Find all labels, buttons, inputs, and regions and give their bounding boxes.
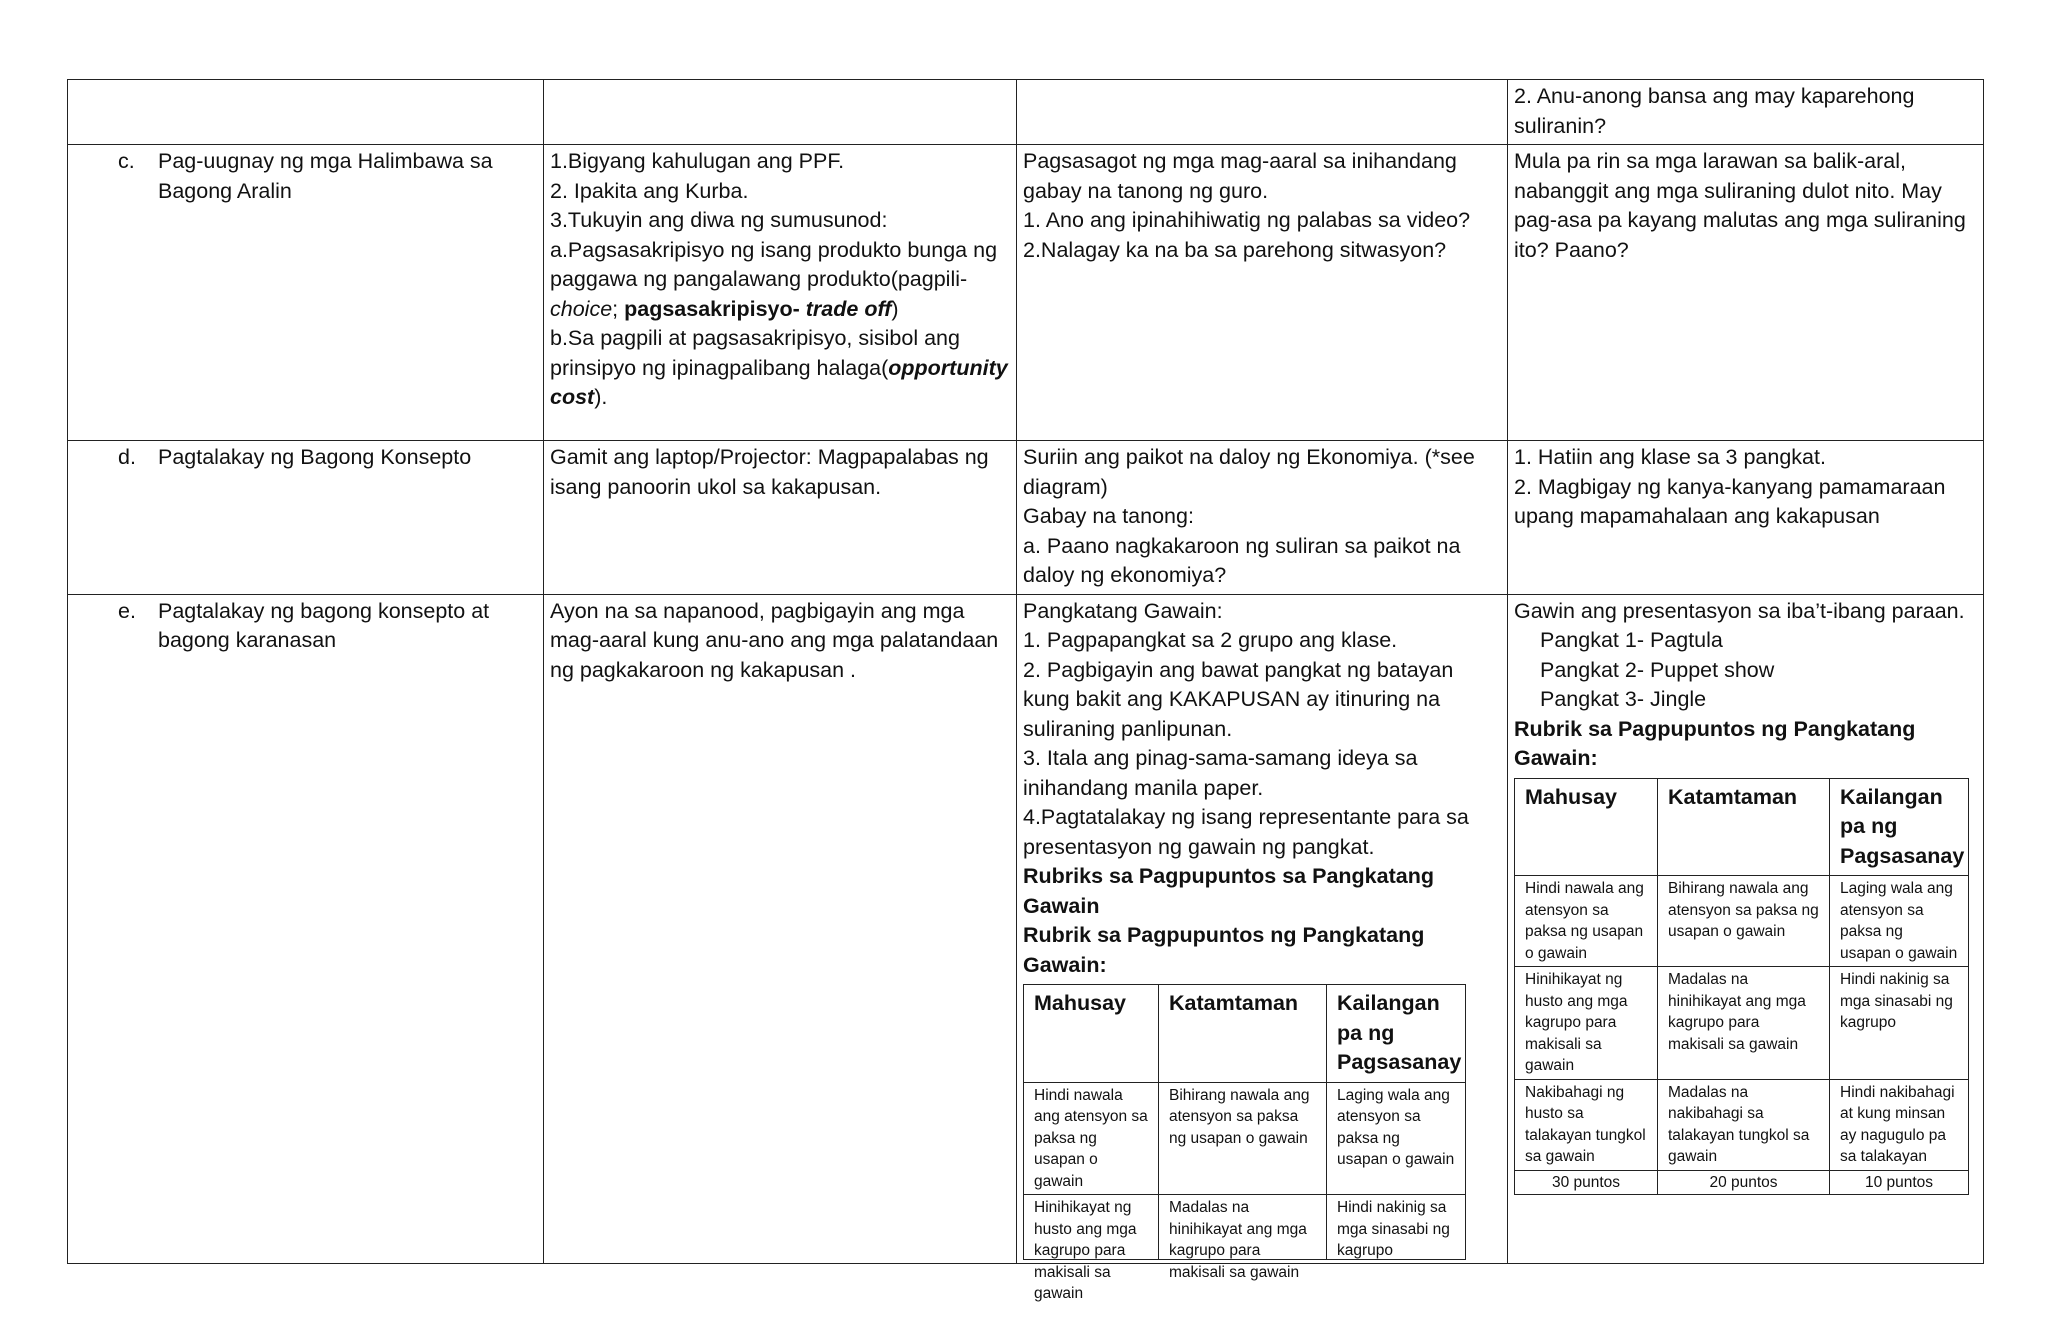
section-title: Pagtalakay ng bagong konsepto at bagong karanasan [158,598,490,652]
rubric-row [1515,1079,1969,1170]
rubric-cell: Nakibahagi ng husto sa talakayan tungkol sa gawain [1515,1079,1658,1170]
text-line: a. Paano nagkakaroon ng suliran sa paikot na daloy ng ekonomiya? [1023,533,1461,587]
rubric-points: 30 puntos [1515,1170,1658,1195]
rubric-cell: Bihirang nawala ang atensyon sa paksa ng usapan o gawain [1159,1082,1327,1195]
rubric-header: Katamtaman [1658,778,1830,876]
rubric-heading: Rubriks sa Pagpupuntos sa Pangkatang Gawain [1023,864,1434,918]
rubric-cell: Hindi nakinig sa mga sinasabi ng kagrupo [1327,1195,1466,1260]
rubric-heading: Rubrik sa Pagpupuntos ng Pangkatang Gawain: [1023,923,1425,977]
text-line: 1.Bigyang kahulugan ang PPF. [550,149,845,173]
rubric-cell: Laging wala ang atensyon sa paksa ng usapan o gawain [1830,876,1969,967]
section-letter: d. [118,445,136,469]
rubric-cell: Madalas na hinihikayat ang mga kagrupo para makisali sa gawain [1159,1195,1327,1260]
table-row-e [68,594,1984,1264]
rubric-cell: Hinihikayat ng husto ang mga kagrupo para makisali sa gawain [1024,1195,1159,1260]
rubric-cell: Madalas na hinihikayat ang mga kagrupo para makisali sa gawain [1658,967,1830,1080]
table-row-c [68,145,1984,441]
rubric-heading: Rubrik sa Pagpupuntos ng Pangkatang Gawain: [1514,716,1916,770]
rubric-table [1023,984,1466,1302]
text-line: 3.Tukuyin ang diwa ng sumusunod: [550,208,888,232]
cell-empty [68,80,544,145]
section-letter: e. [118,598,136,623]
text-line: Gamit ang laptop/Projector: Magpapalabas ng isang panoorin ukol sa kakapusan. [550,445,989,499]
rubric-header: Kailangan pa ng Pagsasanay [1830,778,1969,876]
text-line: 3. Itala ang pinag-sama-samang ideya sa inihandang manila paper. [1023,746,1418,800]
rubric-cell: Laging wala ang atensyon sa paksa ng usapan o gawain [1327,1082,1466,1195]
rubric-cell: Hindi nawala ang atensyon sa paksa ng usapan o gawain [1515,876,1658,967]
rubric-header-row [1024,985,1466,1083]
rubric-header: Kailangan pa ng Pagsasanay [1327,985,1466,1083]
text-line: Gawin ang presentasyon sa iba’t-ibang paraan. [1514,598,1965,623]
cell-student-activity [1017,145,1508,441]
text-line: 1. Hatiin ang klase sa 3 pangkat. [1514,445,1826,469]
group-item: Pangkat 2- Puppet show [1540,657,1775,682]
rubric-cell: Hindi nakibahagi at kung minsan ay nagugulo pa sa talakayan [1830,1079,1969,1170]
cell-teacher-activity [544,594,1017,1264]
section-title: Pagtalakay ng Bagong Konsepto [158,445,472,469]
rubric-points: 20 puntos [1658,1170,1830,1195]
rubric-header: Mahusay [1024,985,1159,1083]
section-letter: c. [118,149,135,173]
cell-section-label [68,594,544,1264]
text-line: 2. Ipakita ang Kurba. [550,178,749,203]
cell-student-activity [1017,594,1508,1302]
text-line: Gabay na tanong: [1023,504,1194,528]
cell-empty [544,80,1017,145]
text-paragraph-a: a.Pagsasakripisyo ng isang produkto bunga ng paggawa ng pangalawang produkto(pagpili-choice; pagsasakripisyo- trade off) [550,237,998,321]
text-line: Pangkatang Gawain: [1023,598,1223,623]
rubric-cell: Bihirang nawala ang atensyon sa paksa ng usapan o gawain [1658,876,1830,967]
text-line: 1. Pagpapangkat sa 2 grupo ang klase. [1023,628,1398,652]
text-line: Mula pa rin sa mga larawan sa balik-aral, nabanggit ang mga suliraning dulot nito. May pag-asa pa kayang malutas ang mga suliraning ito? Paano? [1514,149,1966,262]
rubric-header-row [1515,778,1969,876]
rubric-row [1024,1082,1466,1195]
table-row-continuation [68,80,1984,145]
text-line: Suriin ang paikot na daloy ng Ekonomiya. (*see diagram) [1023,445,1475,499]
text-line: 2. Magbigay ng kanya-kanyang pamamaraan upang mapamahalaan ang kakapusan [1514,474,1946,528]
cell-section-label [68,441,544,595]
cell-teacher-activity [544,145,1017,441]
cell-notes [1508,145,1984,441]
rubric-row [1515,876,1969,967]
cell-continuation-question [1508,80,1984,145]
text-line: Ayon na sa napanood, pagbigayin ang mga mag-aaral kung anu-ano ang mga palatandaan ng pagkakaroon ng kakapusan . [550,598,999,682]
rubric-header: Katamtaman [1159,985,1327,1083]
group-item: Pangkat 3- Jingle [1540,687,1707,711]
rubric-table [1514,778,1969,1196]
rubric-row [1515,967,1969,1080]
cell-section-label [68,145,544,441]
lesson-plan-table [67,79,1984,1302]
text-line: 1. Ano ang ipinahihiwatig ng palabas sa video? [1023,208,1471,232]
rubric-header: Mahusay [1515,778,1658,876]
section-title: Pag-uugnay ng mga Halimbawa sa Bagong Aralin [158,149,493,203]
cell-notes [1508,594,1984,1264]
rubric-points: 10 puntos [1830,1170,1969,1195]
rubric-cell: Madalas na nakibahagi sa talakayan tungkol sa gawain [1658,1079,1830,1170]
text-line: 4.Pagtatalakay ng isang representante para sa presentasyon ng gawain ng pangkat. [1023,805,1469,859]
cell-teacher-activity [544,441,1017,595]
text-paragraph-b: b.Sa pagpili at pagsasakripisyo, sisibol ang prinsipyo ng ipinagpalibang halaga(opportunity cost). [550,326,1008,409]
cell-empty [1017,80,1508,145]
rubric-points-row [1515,1170,1969,1195]
cell-student-activity [1017,441,1508,595]
group-item: Pangkat 1- Pagtula [1540,628,1723,652]
rubric-row [1024,1195,1466,1260]
rubric-cell: Hindi nakinig sa mga sinasabi ng kagrupo [1830,967,1969,1080]
text-line: Pagsasagot ng mga mag-aaral sa inihandang gabay na tanong ng guro. [1023,149,1457,203]
table-row-d [68,441,1984,595]
text-line: 2. Pagbigayin ang bawat pangkat ng batayan kung bakit ang KAKAPUSAN ay itinuring na suliraning panlipunan. [1023,657,1454,741]
question-text: 2. Anu-anong bansa ang may kaparehong suliranin? [1514,84,1915,138]
rubric-cell: Hindi nawala ang atensyon sa paksa ng usapan o gawain [1024,1082,1159,1195]
rubric-cell: Hinihikayat ng husto ang mga kagrupo para makisali sa gawain [1515,967,1658,1080]
cell-notes [1508,441,1984,595]
text-line: 2.Nalagay ka na ba sa parehong sitwasyon? [1023,237,1447,262]
